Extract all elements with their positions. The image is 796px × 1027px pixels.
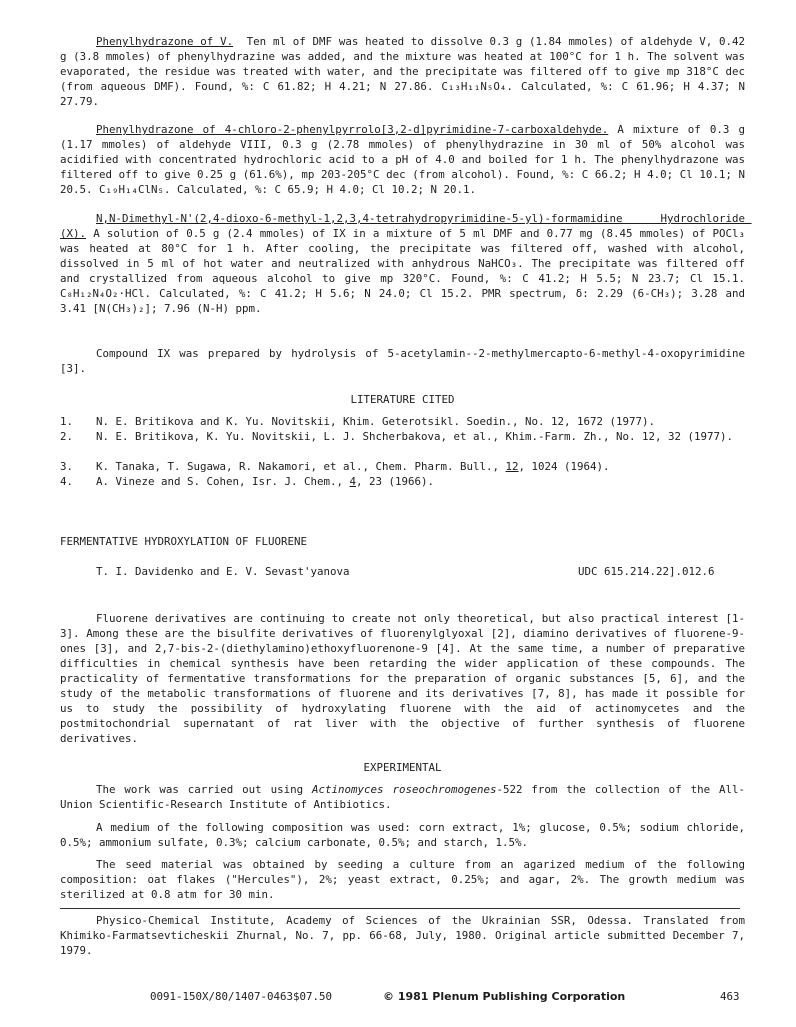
- footer-copyright: © 1981 Plenum Publishing Corporation: [383, 990, 626, 1003]
- reference-text-part: , 1024 (1964).: [518, 460, 610, 473]
- reference-number: 3.: [60, 460, 74, 473]
- authors: T. I. Davidenko and E. V. Sevast'yanova: [96, 565, 350, 578]
- paragraph-body: Ten ml of DMF was heated to dissolve 0.3 g (1.84 mmoles) of aldehyde V, 0.42 g (3.8 mmoles) of phenylhydrazine was added, and the mixture was heated at 100°C for 1 h. The solvent was evaporated, the residue was treated with water, and the precipitate was filtered off to give mp 318°C dec (from aqueous DMF). Found, %: C 61.82; H 4.21; N 27.86. C₁₃H₁₁N₅O₄. Calculated, %: C 61.96; H 4.37; N 27.79.: [60, 35, 752, 108]
- article-title: FERMENTATIVE HYDROXYLATION OF FLUORENE: [60, 535, 308, 548]
- paragraph-body: The work was carried out using: [96, 783, 313, 796]
- paragraph-body: A solution of 0.5 g (2.4 mmoles) of IX in a mixture of 5 ml DMF and 0.77 mg (8.45 mmoles) of POCl₃ was heated at 80°C for 1 h. After cooling, the precipitate was filtered off, washed with alcohol, dissolved in 5 ml of hot water and neutralized with anhydrous NaHCO₃. The precipitate was filtered off and crystallized from aqueous alcohol to give mp 320°C. Found, %: C 41.2; H 5.5; N 23.7; Cl 15.1. C₈H₁₂N₄O₂·HCl. Calculated, %: C 41.2; H 5.6; N 24.0; Cl 15.2. PMR spectrum, δ: 2.29 (6-CH₃); 3.28 and 3.41 [N(CH₃)₂]; 7.96 (N-H) ppm.: [60, 227, 752, 315]
- reference-item: [60, 429, 745, 459]
- paragraph-phenylhydrazone-v: [60, 34, 752, 109]
- paragraph-body: -522 from the collection of the All-Union Scientific-Research Institute of Antibiotics.: [60, 783, 745, 811]
- paragraph-body: A mixture of 0.3 g (1.17 mmoles) of aldehyde VIII, 0.3 g (2.78 mmoles) of phenylhydrazine in 30 ml of 50% alcohol was acidified with concentrated hydrochloric acid to a pH of 4.0 and boiled for 1 h. The phenylhydrazone was filtered off to give 0.25 g (61.6%), mp 203-205°C dec (from alcohol). Found, %: C 66.2; H 4.0; Cl 10.1; N 20.5. C₁₉H₁₄ClN₅. Calculated, %: C 65.9; H 4.0; Cl 10.2; N 20.1.: [60, 123, 752, 196]
- reference-item: [60, 414, 745, 429]
- paragraph-introduction: [60, 611, 752, 746]
- reference-number: 4.: [60, 475, 74, 488]
- reference-volume: 4: [349, 475, 357, 488]
- paragraph-formamidine-hydrochloride: [60, 211, 752, 316]
- reference-number: 2.: [60, 430, 74, 443]
- paragraph-experimental-1: [60, 782, 745, 812]
- paragraph-body: Compound IX was prepared by hydrolysis of 5-acetylamin--2-methylmercapto-6-methyl-4-oxopyrimidine [3].: [60, 347, 752, 375]
- reference-text: N. E. Britikova, K. Yu. Novitskii, L. J. Shcherbakova, et al., Khim.-Farm. Zh., No. 12, 32 (1977).: [96, 430, 734, 443]
- paragraph-compound-ix: [60, 346, 752, 376]
- footnote-text: Physico-Chemical Institute, Academy of Sciences of the Ukrainian SSR, Odessa. Translated from Khimiko-Farmatsevticheskii Zhurnal, No. 7, pp. 66-68, July, 1980. Original article submitted December 7, 1979.: [60, 914, 752, 957]
- species-name: Actinomyces roseochromogenes: [312, 783, 497, 796]
- reference-item: [60, 459, 745, 474]
- experimental-heading: EXPERIMENTAL: [363, 761, 442, 774]
- reference-text-part: , 23 (1966).: [356, 475, 435, 488]
- udc-code: UDC 615.214.22].012.6: [578, 565, 715, 578]
- footnote-divider: [60, 908, 740, 909]
- footnote: [60, 913, 752, 958]
- paragraph-title: N,N-Dimethyl-N'(2,4-dioxo-6-methyl-1,2,3,4-tetrahydropyrimidine-5-yl)-formamidine Hydrochloride (X).: [60, 212, 752, 240]
- paragraph-body: A medium of the following composition was used: corn extract, 1%; glucose, 0.5%; sodium chloride, 0.5%; ammonium sulfate, 0.3%; calcium carbonate, 0.5%; and starch, 1.5%.: [60, 821, 752, 849]
- paragraph-body: Fluorene derivatives are continuing to create not only theoretical, but also practical interest [1-3]. Among these are the bisulfite derivatives of fluorenylglyoxal [2], diamino derivatives of fluorene-9-ones [3], and 2,7-bis-2-(diethylamino)ethoxyfluorenone-9 [4]. At the same time, a number of preparative difficulties in chemical synthesis have been retarding the wider application of these compounds. The practicality of fermentative transformations for the preparation of organic substances [5, 6], and the study of the metabolic transformations of fluorene and its derivatives [7, 8], has made it possible for us to study the possibility of hydroxylating fluorene with the aid of actinomycetes and the postmitochondrial supernatant of rat liver with the objective of further synthesis of fluorene derivatives.: [60, 612, 752, 745]
- footer-code: 0091-150X/80/1407-0463$07.50: [150, 990, 333, 1003]
- reference-text: [96, 474, 745, 489]
- reference-volume: 12: [505, 460, 519, 473]
- paragraph-experimental-2: [60, 820, 752, 850]
- reference-text: N. E. Britikova and K. Yu. Novitskii, Khim. Geterotsikl. Soedin., No. 12, 1672 (1977).: [96, 415, 656, 428]
- reference-text: [96, 459, 745, 474]
- reference-item: [60, 474, 745, 489]
- paragraph-body: The seed material was obtained by seeding a culture from an agarized medium of the following composition: oat flakes ("Hercules"), 2%; yeast extract, 0.25%; and agar, 2%. The growth medium was sterilized at 0.8 atm for 30 min.: [60, 858, 752, 901]
- paragraph-experimental-3: [60, 857, 752, 902]
- paragraph-phenylhydrazone-pyrrolopyrimidine: [60, 122, 752, 197]
- paragraph-title: Phenylhydrazone of V.: [96, 35, 234, 48]
- reference-number: 1.: [60, 415, 74, 428]
- reference-text-part: K. Tanaka, T. Sugawa, R. Nakamori, et al., Chem. Pharm. Bull.,: [96, 460, 506, 473]
- page-number: 463: [720, 990, 740, 1003]
- literature-cited-heading: LITERATURE CITED: [350, 393, 455, 406]
- reference-text-part: A. Vineze and S. Cohen, Isr. J. Chem.,: [96, 475, 350, 488]
- paragraph-title: Phenylhydrazone of 4-chloro-2-phenylpyrrolo[3,2-d]pyrimidine-7-carboxaldehyde.: [96, 123, 609, 136]
